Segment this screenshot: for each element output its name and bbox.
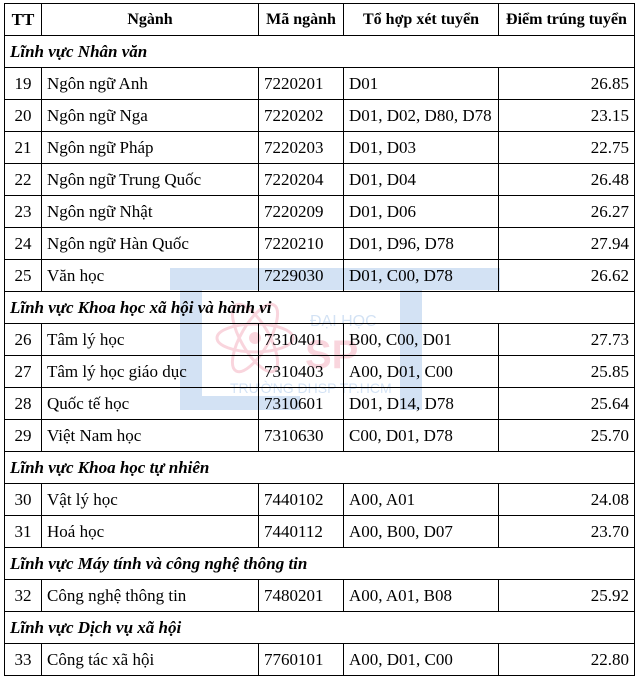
table-row	[5, 260, 635, 292]
cell-tt: 22	[5, 164, 42, 196]
cell-code: 7440102	[259, 484, 344, 516]
cell-code: 7480201	[259, 580, 344, 612]
cell-combo: C00, D01, D78	[344, 420, 499, 452]
cell-combo: D01, D02, D80, D78	[344, 100, 499, 132]
cell-code: 7310630	[259, 420, 344, 452]
cell-major: Ngôn ngữ Nhật	[42, 196, 259, 228]
table-row	[5, 420, 635, 452]
table-row	[5, 164, 635, 196]
cell-combo: B00, C00, D01	[344, 324, 499, 356]
cell-score: 26.85	[499, 68, 635, 100]
cell-tt: 29	[5, 420, 42, 452]
cell-tt: 28	[5, 388, 42, 420]
cell-combo: D01	[344, 68, 499, 100]
cell-major: Ngôn ngữ Nga	[42, 100, 259, 132]
table-row	[5, 644, 635, 676]
table-row	[5, 324, 635, 356]
cell-tt: 19	[5, 68, 42, 100]
cell-tt: 26	[5, 324, 42, 356]
cell-tt: 32	[5, 580, 42, 612]
group-title: Lĩnh vực Máy tính và công nghệ thông tin	[5, 548, 635, 580]
group-row	[5, 292, 635, 324]
cell-combo: D01, D96, D78	[344, 228, 499, 260]
cell-score: 23.15	[499, 100, 635, 132]
cell-tt: 33	[5, 644, 42, 676]
header-major: Ngành	[42, 4, 259, 36]
cell-code: 7220203	[259, 132, 344, 164]
cell-code: 7220201	[259, 68, 344, 100]
table-row	[5, 68, 635, 100]
header-code: Mã ngành	[259, 4, 344, 36]
table-row	[5, 228, 635, 260]
cell-major: Ngôn ngữ Anh	[42, 68, 259, 100]
table-row	[5, 580, 635, 612]
cell-tt: 24	[5, 228, 42, 260]
cell-combo: A00, A01	[344, 484, 499, 516]
cell-score: 23.70	[499, 516, 635, 548]
watermark-line1: ĐẠI HỌC	[310, 313, 377, 330]
table-row	[5, 196, 635, 228]
cell-code: 7229030	[259, 260, 344, 292]
cell-code: 7310403	[259, 356, 344, 388]
table-row	[5, 132, 635, 164]
cell-major: Văn học	[42, 260, 259, 292]
cell-code: 7220210	[259, 228, 344, 260]
group-title: Lĩnh vực Khoa học tự nhiên	[5, 452, 635, 484]
table-header-row	[5, 4, 635, 36]
cell-major: Ngôn ngữ Trung Quốc	[42, 164, 259, 196]
watermark-line2: SP	[305, 333, 359, 377]
watermark-line3: TRƯỜNG ĐHSP TP.HCM	[230, 380, 392, 396]
table-row	[5, 388, 635, 420]
cell-major: Vật lý học	[42, 484, 259, 516]
cell-major: Hoá học	[42, 516, 259, 548]
table-row	[5, 356, 635, 388]
cell-major: Việt Nam học	[42, 420, 259, 452]
cell-combo: D01, D06	[344, 196, 499, 228]
cell-code: 7440112	[259, 516, 344, 548]
cell-score: 25.92	[499, 580, 635, 612]
cell-code: 7220202	[259, 100, 344, 132]
cell-score: 25.85	[499, 356, 635, 388]
cell-score: 27.73	[499, 324, 635, 356]
cell-major: Quốc tế học	[42, 388, 259, 420]
header-score: Điểm trúng tuyển	[499, 4, 635, 36]
cell-tt: 21	[5, 132, 42, 164]
group-row	[5, 548, 635, 580]
cell-major: Tâm lý học	[42, 324, 259, 356]
header-combo: Tổ hợp xét tuyển	[344, 4, 499, 36]
cell-combo: A00, A01, B08	[344, 580, 499, 612]
cell-combo: A00, B00, D07	[344, 516, 499, 548]
cell-combo: D01, D03	[344, 132, 499, 164]
cell-code: 7310601	[259, 388, 344, 420]
cell-major: Ngôn ngữ Hàn Quốc	[42, 228, 259, 260]
table-body	[5, 36, 635, 676]
cell-code: 7310401	[259, 324, 344, 356]
cell-score: 27.94	[499, 228, 635, 260]
cell-score: 25.70	[499, 420, 635, 452]
group-title: Lĩnh vực Dịch vụ xã hội	[5, 612, 635, 644]
cell-tt: 30	[5, 484, 42, 516]
cell-score: 22.80	[499, 644, 635, 676]
table-row	[5, 516, 635, 548]
group-row	[5, 612, 635, 644]
cell-tt: 25	[5, 260, 42, 292]
cell-score: 22.75	[499, 132, 635, 164]
cell-score: 25.64	[499, 388, 635, 420]
cell-code: 7760101	[259, 644, 344, 676]
cell-tt: 23	[5, 196, 42, 228]
cell-major: Ngôn ngữ Pháp	[42, 132, 259, 164]
cell-major: Công tác xã hội	[42, 644, 259, 676]
cell-major: Công nghệ thông tin	[42, 580, 259, 612]
cell-tt: 27	[5, 356, 42, 388]
cell-combo: D01, C00, D78	[344, 260, 499, 292]
header-tt: TT	[5, 4, 42, 36]
cell-combo: A00, D01, C00	[344, 644, 499, 676]
cell-score: 26.62	[499, 260, 635, 292]
cell-tt: 20	[5, 100, 42, 132]
group-row	[5, 452, 635, 484]
cell-score: 26.27	[499, 196, 635, 228]
cell-tt: 31	[5, 516, 42, 548]
table-row	[5, 100, 635, 132]
table-row	[5, 484, 635, 516]
cell-score: 24.08	[499, 484, 635, 516]
cell-combo: D01, D14, D78	[344, 388, 499, 420]
admission-scores-table	[4, 3, 635, 676]
group-title: Lĩnh vực Khoa học xã hội và hành vi	[5, 292, 635, 324]
cell-combo: A00, D01, C00	[344, 356, 499, 388]
cell-combo: D01, D04	[344, 164, 499, 196]
group-title: Lĩnh vực Nhân văn	[5, 36, 635, 68]
cell-code: 7220209	[259, 196, 344, 228]
cell-major: Tâm lý học giáo dục	[42, 356, 259, 388]
group-row	[5, 36, 635, 68]
cell-score: 26.48	[499, 164, 635, 196]
cell-code: 7220204	[259, 164, 344, 196]
